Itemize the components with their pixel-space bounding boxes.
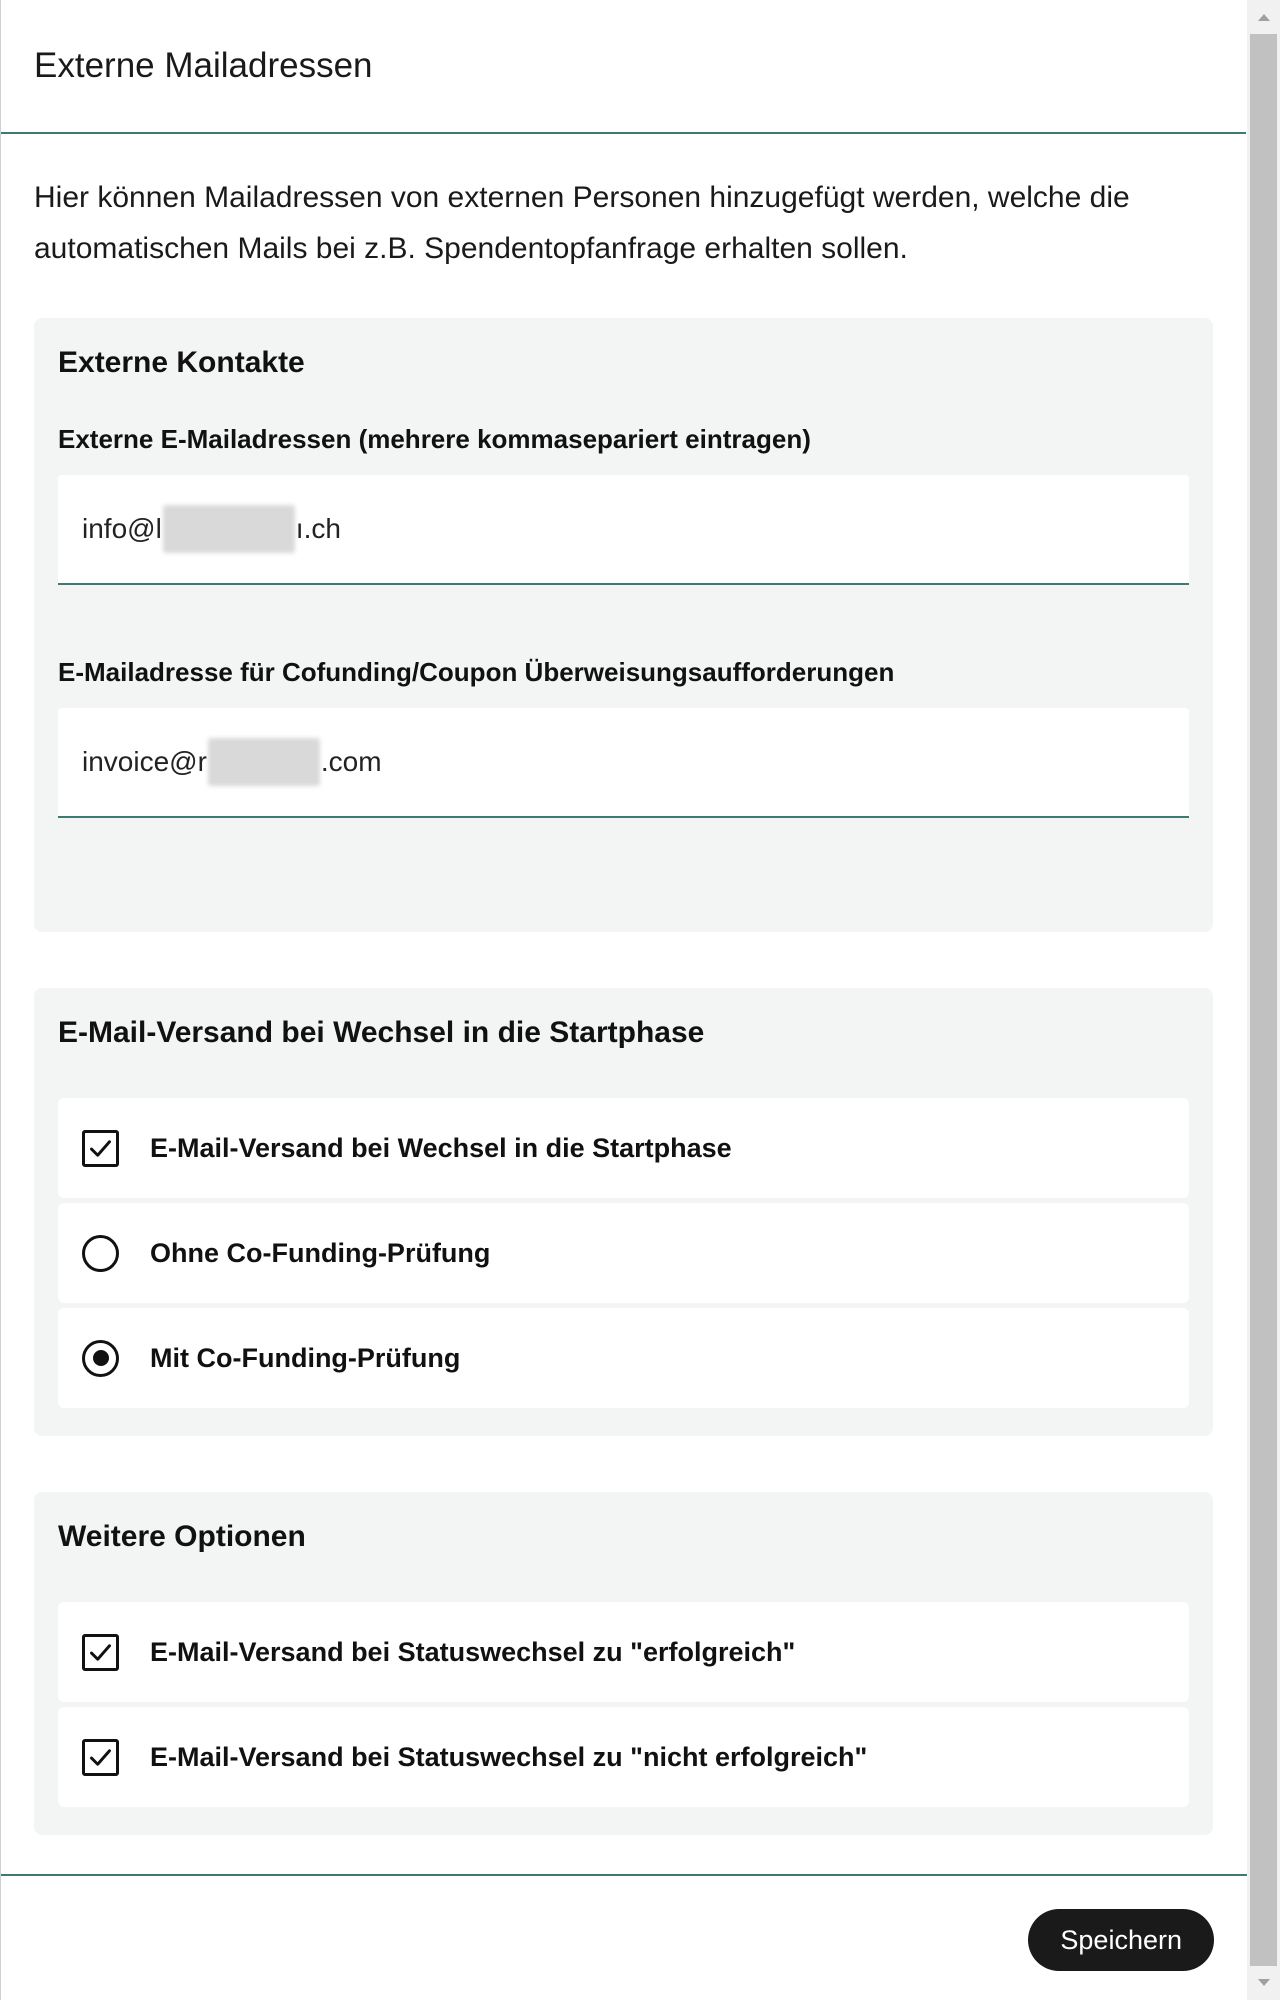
external-emails-value-prefix: info@l (82, 513, 162, 544)
external-contacts-panel (34, 318, 1213, 932)
scrollbar-thumb[interactable] (1250, 34, 1277, 1966)
external-emails-value-suffix: ı.ch (295, 513, 341, 544)
external-emails-input[interactable] (58, 475, 1189, 585)
cofunding-email-value-prefix: invoice@r (82, 746, 207, 777)
radio-unchecked-icon[interactable] (82, 1235, 119, 1272)
success-mail-checkbox-row[interactable] (58, 1602, 1189, 1702)
checkbox-checked-icon[interactable] (82, 1739, 119, 1776)
radio-checked-icon[interactable] (82, 1340, 119, 1377)
without-cofunding-label: Ohne Co-Funding-Prüfung (150, 1237, 491, 1268)
save-button[interactable]: Speichern (1028, 1909, 1214, 1971)
dialog-title: Externe Mailadressen (34, 46, 373, 85)
cofunding-email-value-suffix: .com (320, 746, 382, 777)
redacted-text (163, 505, 295, 553)
startphase-mail-label: E-Mail-Versand bei Wechsel in die Startphase (150, 1132, 732, 1163)
failure-mail-label: E-Mail-Versand bei Statuswechsel zu "nicht erfolgreich" (150, 1741, 868, 1772)
cofunding-email-label: E-Mailadresse für Cofunding/Coupon Überweisungsaufforderungen (58, 657, 895, 687)
cofunding-email-input[interactable] (58, 708, 1189, 818)
dialog-content (1, 134, 1246, 1835)
external-emails-label: Externe E-Mailadressen (mehrere kommasepariert eintragen) (58, 424, 811, 454)
with-cofunding-radio-row[interactable] (58, 1308, 1189, 1408)
scroll-up-arrow-icon[interactable] (1247, 0, 1280, 34)
dialog-header (1, 0, 1246, 134)
without-cofunding-radio-row[interactable] (58, 1203, 1189, 1303)
vertical-scrollbar[interactable] (1247, 0, 1280, 2000)
startphase-mail-checkbox-row[interactable] (58, 1098, 1189, 1198)
more-options-title: Weitere Optionen (58, 1520, 306, 1553)
external-contacts-title: Externe Kontakte (58, 346, 305, 379)
startphase-title: E-Mail-Versand bei Wechsel in die Startphase (58, 1016, 705, 1049)
with-cofunding-label: Mit Co-Funding-Prüfung (150, 1342, 461, 1373)
startphase-panel (34, 988, 1213, 1436)
checkbox-checked-icon[interactable] (82, 1634, 119, 1671)
redacted-text (208, 738, 320, 786)
scroll-down-arrow-icon[interactable] (1247, 1966, 1280, 2000)
checkbox-checked-icon[interactable] (82, 1130, 119, 1167)
dialog-footer (1, 1874, 1247, 2000)
startphase-options (58, 1098, 1189, 1408)
failure-mail-checkbox-row[interactable] (58, 1707, 1189, 1807)
more-options-list (58, 1602, 1189, 1807)
success-mail-label: E-Mail-Versand bei Statuswechsel zu "erfolgreich" (150, 1636, 796, 1667)
intro-text: Hier können Mailadressen von externen Personen hinzugefügt werden, welche die automatischen Mails bei z.B. Spendentopfanfrage erhalten sollen. (34, 181, 1130, 265)
more-options-panel (34, 1492, 1213, 1835)
